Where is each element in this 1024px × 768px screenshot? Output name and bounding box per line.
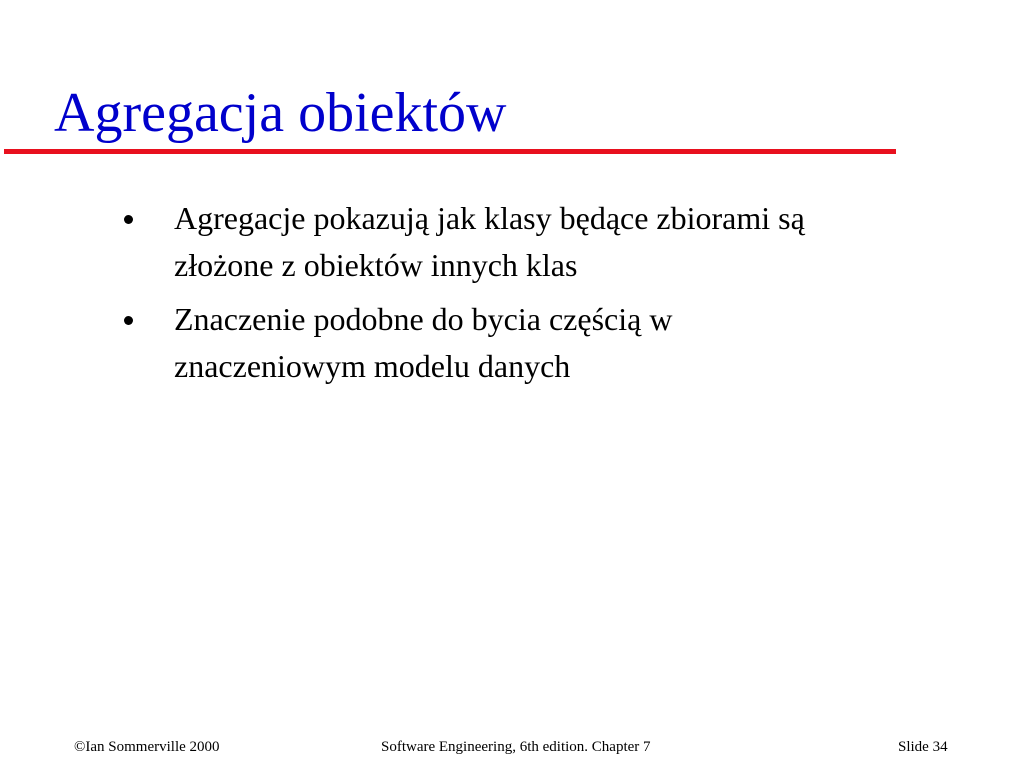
bullet-line: złożone z obiektów innych klas: [174, 247, 578, 283]
bullet-line: znaczeniowym modelu danych: [174, 348, 571, 384]
title-underline: [4, 149, 896, 154]
bullet-item: [120, 296, 1000, 390]
slide-title: Agregacja obiektów: [54, 82, 507, 144]
footer-copyright: ©Ian Sommerville 2000: [74, 739, 220, 755]
bullet-line: Agregacje pokazują jak klasy będące zbiorami są: [174, 200, 805, 236]
bullet-line: Znaczenie podobne do bycia częścią w: [174, 301, 673, 337]
bullet-dot-icon: [124, 316, 133, 325]
bullet-item: [120, 195, 1000, 289]
bullet-list: [120, 195, 1000, 397]
footer-slide-number: Slide 34: [898, 739, 948, 755]
bullet-dot-icon: [124, 215, 133, 224]
footer-book-title: Software Engineering, 6th edition. Chapter 7: [381, 739, 651, 755]
